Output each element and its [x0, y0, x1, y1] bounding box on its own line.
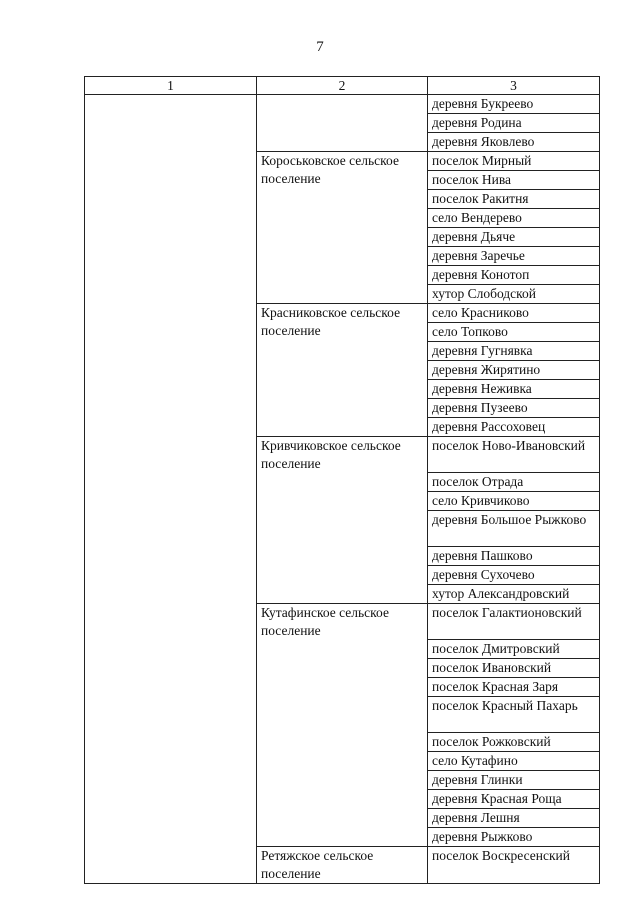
- locality-cell: поселок Красный Пахарь: [428, 697, 600, 733]
- locality-cell: хутор Слободской: [428, 285, 600, 304]
- locality-cell: деревня Родина: [428, 114, 600, 133]
- locality-cell: деревня Букреево: [428, 95, 600, 114]
- locality-cell: поселок Отрада: [428, 473, 600, 492]
- column-header-2: 2: [257, 77, 428, 95]
- locality-cell: поселок Мирный: [428, 152, 600, 171]
- locality-cell: деревня Пузеево: [428, 399, 600, 418]
- locality-cell: поселок Ракитня: [428, 190, 600, 209]
- locality-cell: деревня Гугнявка: [428, 342, 600, 361]
- locality-cell: деревня Сухочево: [428, 566, 600, 585]
- locality-cell: деревня Лешня: [428, 809, 600, 828]
- locality-cell: деревня Заречье: [428, 247, 600, 266]
- locality-cell: поселок Рожковский: [428, 733, 600, 752]
- locality-cell: поселок Ново-Ивановский: [428, 437, 600, 473]
- settlement-cell: Ретяжское сельское поселение: [257, 847, 428, 884]
- locality-cell: поселок Воскресенский: [428, 847, 600, 884]
- settlements-table: [84, 76, 600, 884]
- locality-cell: село Топково: [428, 323, 600, 342]
- locality-cell: село Вендерево: [428, 209, 600, 228]
- locality-cell: деревня Жирятино: [428, 361, 600, 380]
- locality-cell: деревня Дьяче: [428, 228, 600, 247]
- locality-cell: деревня Яковлево: [428, 133, 600, 152]
- locality-cell: деревня Конотоп: [428, 266, 600, 285]
- settlement-cell: Кривчиковское сельское поселение: [257, 437, 428, 604]
- district-cell: [85, 95, 257, 884]
- page-number: 7: [316, 39, 324, 55]
- locality-cell: поселок Ивановский: [428, 659, 600, 678]
- locality-cell: село Красниково: [428, 304, 600, 323]
- locality-cell: деревня Глинки: [428, 771, 600, 790]
- locality-cell: деревня Пашково: [428, 547, 600, 566]
- locality-cell: поселок Дмитровский: [428, 640, 600, 659]
- settlement-cell: [257, 95, 428, 152]
- settlement-cell: Короськовское сельское поселение: [257, 152, 428, 304]
- locality-cell: хутор Александровский: [428, 585, 600, 604]
- locality-cell: поселок Галактионовский: [428, 604, 600, 640]
- column-header-1: 1: [85, 77, 257, 95]
- locality-cell: деревня Рыжково: [428, 828, 600, 847]
- table-header-row: [85, 77, 600, 95]
- locality-cell: поселок Красная Заря: [428, 678, 600, 697]
- locality-cell: деревня Рассоховец: [428, 418, 600, 437]
- locality-cell: поселок Нива: [428, 171, 600, 190]
- locality-cell: деревня Красная Роща: [428, 790, 600, 809]
- locality-cell: деревня Неживка: [428, 380, 600, 399]
- settlement-cell: Красниковское сельское поселение: [257, 304, 428, 437]
- locality-cell: село Кутафино: [428, 752, 600, 771]
- table-row: [85, 95, 600, 114]
- column-header-3: 3: [428, 77, 600, 95]
- locality-cell: деревня Большое Рыжково: [428, 511, 600, 547]
- locality-cell: село Кривчиково: [428, 492, 600, 511]
- settlement-cell: Кутафинское сельское поселение: [257, 604, 428, 847]
